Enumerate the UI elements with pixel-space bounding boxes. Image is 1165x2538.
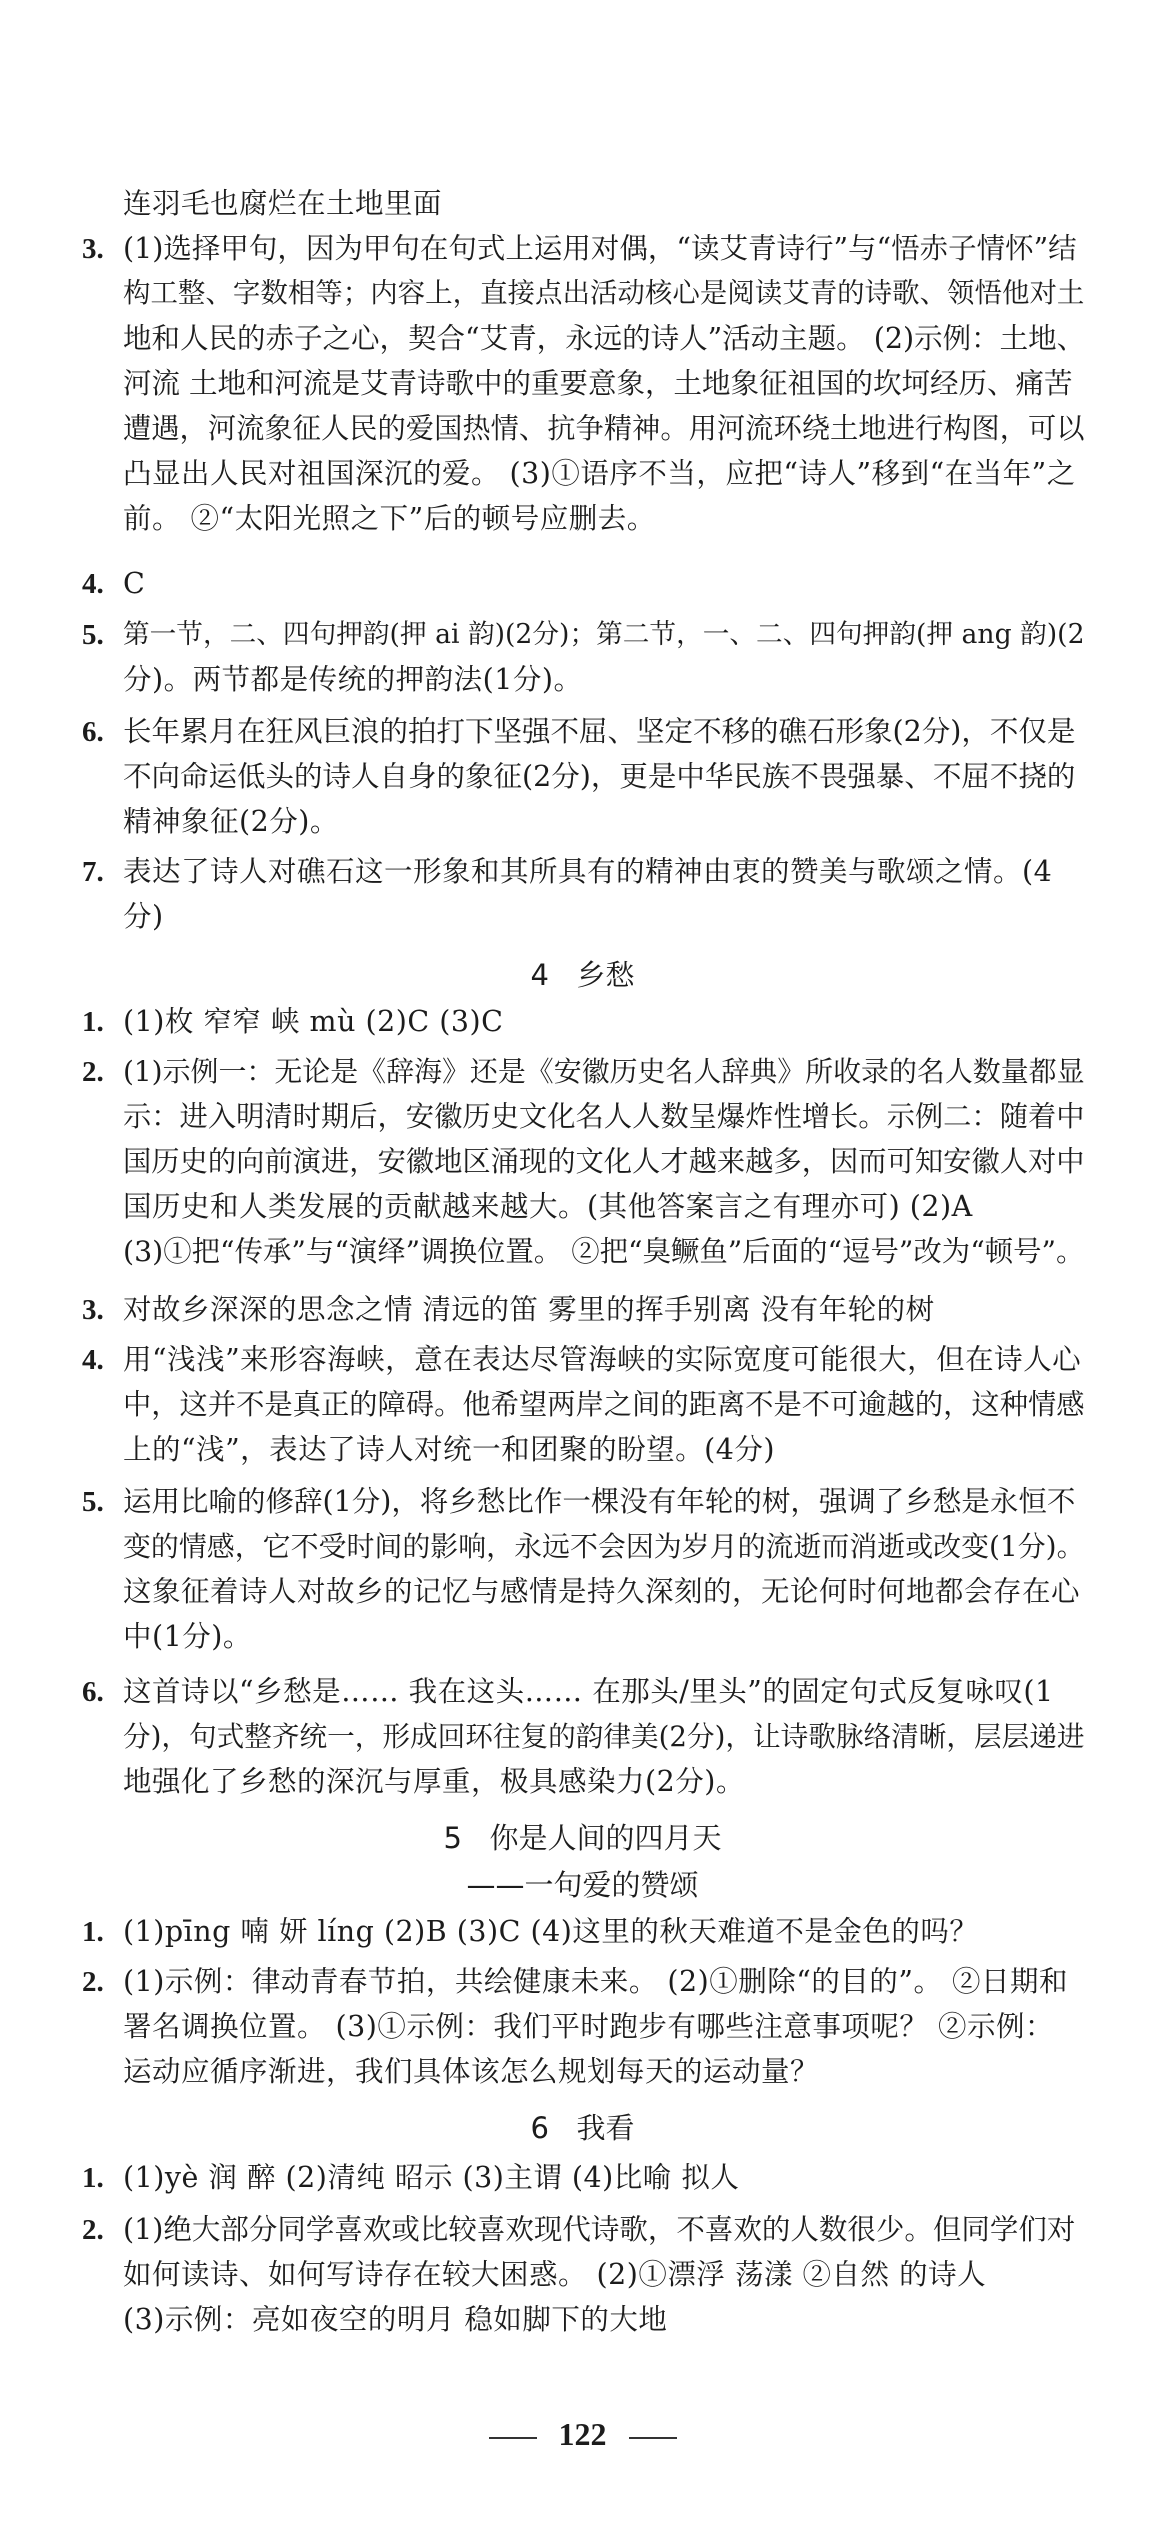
answer-line: 分)，句式整齐统一，形成回环往复的韵律美(2分)，让诗歌脉络清晰，层层递进	[123, 1720, 1085, 1753]
answer-line: (1)示例一：无论是《辞海》还是《安徽历史名人辞典》所收录的名人数量都显	[123, 1055, 1085, 1088]
answer-line: 表达了诗人对礁石这一形象和其所具有的精神由衷的赞美与歌颂之情。(4	[123, 855, 1053, 888]
answer-line: 中(1分)。	[123, 1620, 252, 1653]
answer-line: 不向命运低头的诗人自身的象征(2分)，更是中华民族不畏强暴、不屈不挠的	[123, 760, 1076, 793]
section-subtitle-5: ——一句爱的赞颂	[466, 1868, 699, 1902]
answer-line: (1)pīng 喃 妍 líng (2)B (3)C (4)这里的秋天难道不是金色的吗？	[123, 1915, 979, 1948]
answer-line: 署名调换位置。 (3)①示例：我们平时跑步有哪些注意事项呢？ ②示例：	[123, 2010, 1054, 2043]
answer-line: (1)枚 窄窄 峡 mù (2)C (3)C	[123, 1005, 504, 1038]
answer-line: 变的情感，它不受时间的影响，永远不会因为岁月的流逝而消逝或改变(1分)。	[123, 1530, 1085, 1563]
footer-dash-right	[629, 2437, 677, 2439]
answer-line: 中，这并不是真正的障碍。他希望两岸之间的距离不是不可逾越的，这种情感	[123, 1388, 1085, 1421]
answer-line: 分)	[123, 900, 164, 933]
answer-line: 这首诗以“乡愁是…… 我在这头…… 在那头/里头”的固定句式反复咏叹(1	[123, 1675, 1054, 1708]
answer-line: (3)示例：亮如夜空的明月 稳如脚下的大地	[123, 2303, 668, 2336]
answer-line: 这象征着诗人对故乡的记忆与感情是持久深刻的，无论何时何地都会存在心	[123, 1575, 1081, 1608]
answer-line: 河流 土地和河流是艾青诗歌中的重要意象，土地象征祖国的坎坷经历、痛苦	[123, 367, 1073, 400]
answer-line: 国历史和人类发展的贡献越来越大。(其他答案言之有理亦可) (2)A	[123, 1190, 973, 1223]
footer-dash-left	[489, 2437, 537, 2439]
answer-line: 前。 ②“太阳光照之下”后的顿号应删去。	[123, 502, 656, 535]
answer-line: 地强化了乡愁的深沉与厚重，极具感染力(2分)。	[123, 1765, 745, 1798]
page-number-footer	[0, 2414, 1165, 2454]
answer-line: 分)。两节都是传统的押韵法(1分)。	[123, 663, 583, 696]
answer-line: 遭遇，河流象征人民的爱国热情、抗争精神。用河流环绕土地进行构图，可以	[123, 412, 1085, 445]
answer-line: (3)①把“传承”与“演绎”调换位置。 ②把“臭鳜鱼”后面的“逗号”改为“顿号”。	[123, 1235, 1085, 1268]
answer-line: 长年累月在狂风巨浪的拍打下坚强不屈、坚定不移的礁石形象(2分)，不仅是	[123, 715, 1076, 748]
answer-line: (1)示例：律动青春节拍，共绘健康未来。 (2)①删除“的目的”。 ②日期和	[123, 1965, 1069, 1998]
answer-line: 凸显出人民对祖国深沉的爱。 (3)①语序不当，应把“诗人”移到“在当年”之	[123, 457, 1076, 490]
answer-line: 构工整、字数相等；内容上，直接点出活动核心是阅读艾青的诗歌、领悟他对土	[123, 278, 1085, 309]
item-number: 5.	[82, 1486, 104, 1518]
answer-line: 运动应循序渐进，我们具体该怎么规划每天的运动量？	[123, 2055, 820, 2088]
item-number: 1.	[82, 2162, 104, 2194]
answer-line: 对故乡深深的思念之情 清远的笛 雾里的挥手别离 没有年轮的树	[123, 1293, 935, 1326]
item-number: 1.	[82, 1006, 104, 1038]
item-number: 6.	[82, 716, 104, 748]
answer-line: 运用比喻的修辞(1分)，将乡愁比作一棵没有年轮的树，强调了乡愁是永恒不	[123, 1485, 1076, 1518]
answer-line: (1)yè 润 醉 (2)清纯 昭示 (3)主谓 (4)比喻 拟人	[123, 2161, 740, 2194]
answer-line: 示：进入明清时期后，安徽历史文化名人人数呈爆炸性增长。示例二：随着中	[123, 1100, 1085, 1133]
item-number: 1.	[82, 1916, 104, 1948]
section-title-4: 4 乡愁	[530, 958, 635, 992]
item-number: 2.	[82, 2214, 104, 2246]
item-number: 3.	[82, 233, 104, 265]
item-number: 6.	[82, 1676, 104, 1708]
answer-line: C	[123, 567, 146, 600]
answer-line: 地和人民的赤子之心，契合“艾青，永远的诗人”活动主题。 (2)示例：土地、	[123, 322, 1086, 355]
item-number: 5.	[82, 619, 104, 651]
section-title-5: 5 你是人间的四月天	[443, 1821, 722, 1855]
answer-line: 精神象征(2分)。	[123, 805, 339, 838]
continuation-line: 连羽毛也腐烂在土地里面	[123, 187, 443, 220]
item-number: 2.	[82, 1966, 104, 1998]
item-number: 7.	[82, 856, 104, 888]
answer-line: (1)绝大部分同学喜欢或比较喜欢现代诗歌，不喜欢的人数很少。但同学们对	[123, 2213, 1076, 2246]
answer-line: 如何读诗、如何写诗存在较大困惑。 (2)①漂浮 荡漾 ②自然 的诗人	[123, 2258, 987, 2291]
answer-line: 上的“浅”，表达了诗人对统一和团聚的盼望。(4分)	[123, 1433, 776, 1466]
item-number: 4.	[82, 1344, 104, 1376]
answer-line: (1)选择甲句，因为甲句在句式上运用对偶，“读艾青诗行”与“悟赤子情怀”结	[123, 232, 1077, 265]
answer-line: 用“浅浅”来形容海峡，意在表达尽管海峡的实际宽度可能很大，但在诗人心	[123, 1343, 1082, 1376]
section-title-6: 6 我看	[530, 2111, 635, 2145]
answer-line: 国历史的向前演进，安徽地区涌现的文化人才越来越多，因而可知安徽人对中	[123, 1145, 1085, 1178]
answer-line: 第一节，二、四句押韵(押 ai 韵)(2分)；第二节，一、二、四句押韵(押 ang 韵)(2	[123, 619, 1085, 650]
item-number: 2.	[82, 1056, 104, 1088]
item-number: 3.	[82, 1294, 104, 1326]
item-number: 4.	[82, 568, 104, 600]
page-number: 122	[558, 2416, 607, 2452]
